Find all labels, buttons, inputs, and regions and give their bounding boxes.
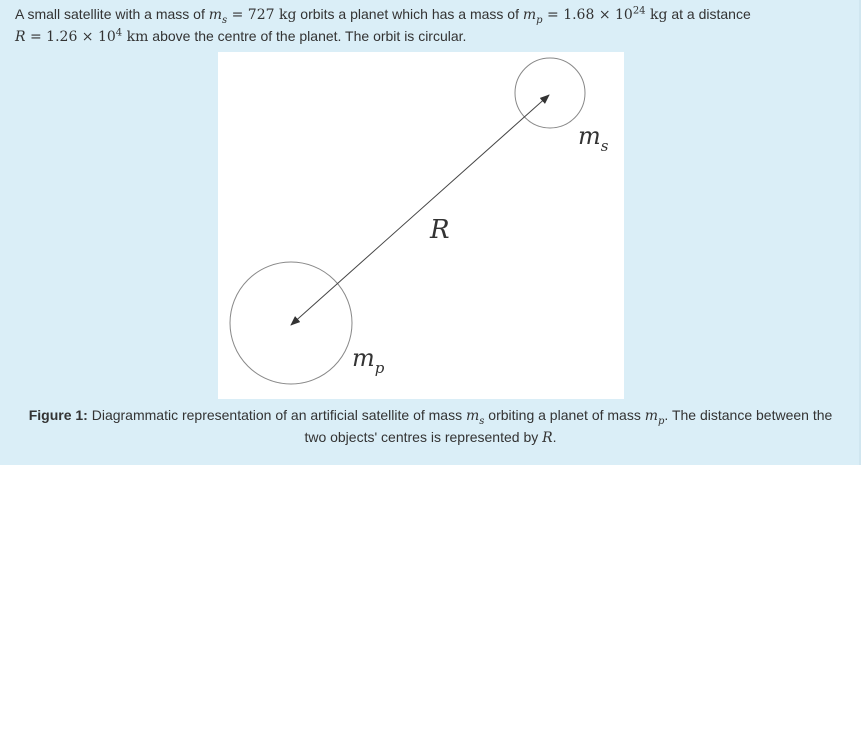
problem-text-3: at a distance xyxy=(667,6,751,22)
caption-text-4: two objects' centres is represented by xyxy=(304,429,543,445)
distance-value: = $1.26 \times 10^4$ km xyxy=(25,27,149,45)
caption-text-1: Diagrammatic representation of an artificial satellite of mass xyxy=(87,407,466,423)
planet-circle xyxy=(230,262,352,384)
figure-label: Figure 1: xyxy=(28,407,88,423)
caption-text-2: orbiting a planet of mass xyxy=(484,407,645,423)
caption-planet-symbol: $m_p$ xyxy=(644,408,665,427)
caption-text-3: . The distance between the xyxy=(664,407,833,423)
problem-statement xyxy=(15,4,845,48)
figure-caption xyxy=(10,405,851,449)
problem-text-1: A small satellite with a mass of xyxy=(15,6,209,22)
distance-label: R xyxy=(430,215,450,245)
caption-text-5: . xyxy=(552,429,557,445)
orbit-diagram xyxy=(218,52,624,399)
caption-distance-symbol: R xyxy=(542,430,553,446)
planet-mass-value: = $1.68 \times 10^{24}$ kg xyxy=(542,5,668,23)
problem-text-2: orbits a planet which has a mass of xyxy=(296,6,523,22)
distance-arrow xyxy=(291,95,549,325)
satellite-label: $m_s$ xyxy=(578,122,609,155)
satellite-mass-value: = 727 kg xyxy=(227,7,297,23)
satellite-mass-symbol: $m_s$ xyxy=(208,7,228,26)
planet-mass-symbol: $m_p$ xyxy=(522,7,543,26)
orbit-diagram-svg xyxy=(218,52,624,399)
planet-label: $m_p$ xyxy=(352,344,385,377)
satellite-circle xyxy=(515,58,585,128)
caption-satellite-symbol: $m_s$ xyxy=(466,408,485,427)
problem-text-4: above the centre of the planet. The orbit is circular. xyxy=(148,28,467,44)
distance-symbol: R xyxy=(15,29,26,45)
